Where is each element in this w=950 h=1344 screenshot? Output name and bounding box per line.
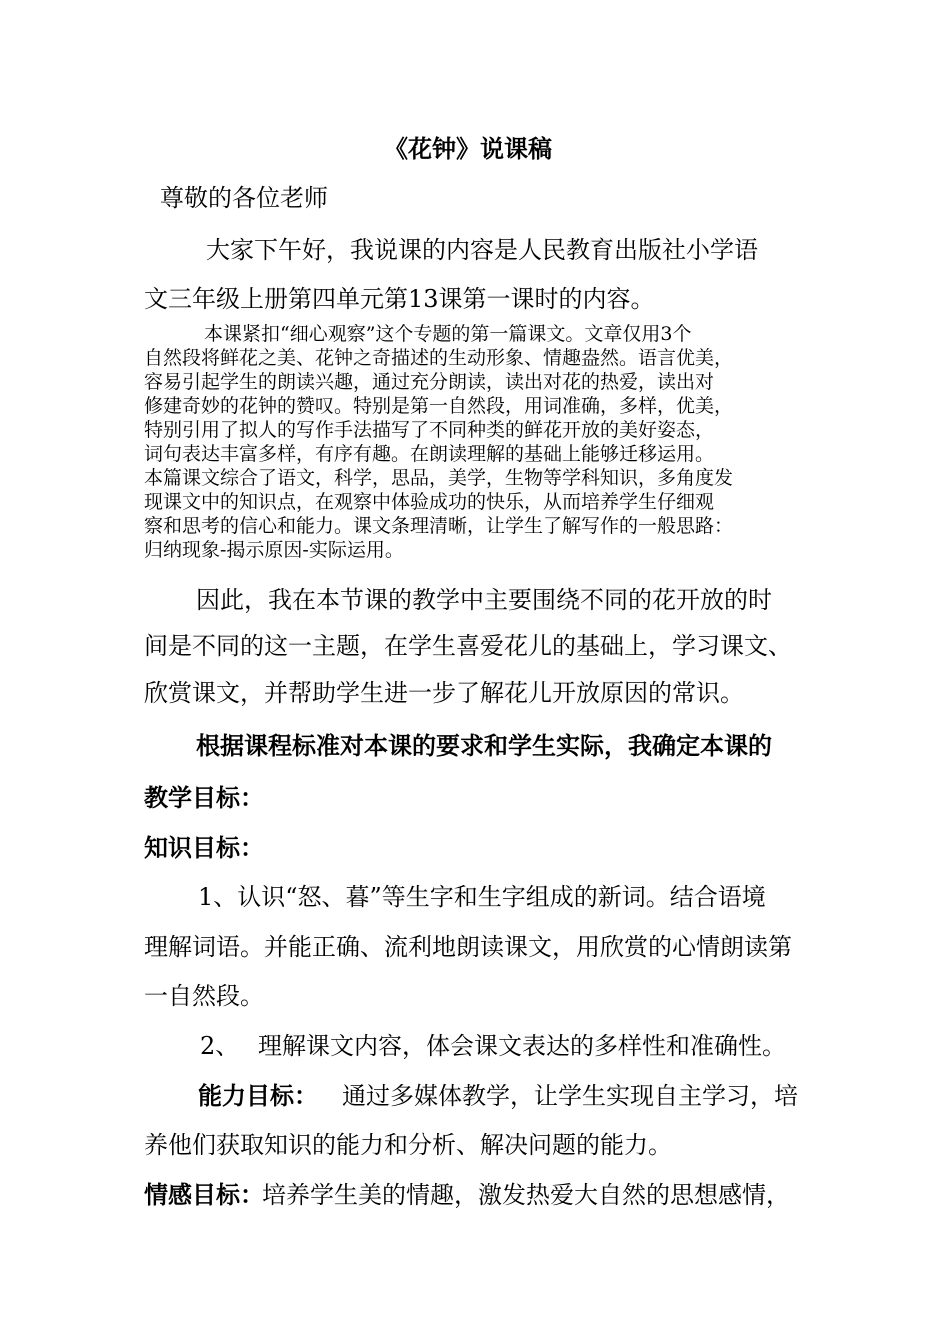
- analysis-line-2: 自然段将鲜花之美、花钟之奇描述的生动形象、情趣盎然。语言优美，: [144, 347, 734, 369]
- analysis-line-9: 察和思考的信心和能力。课文条理清晰，让学生了解写作的一般思路：: [144, 515, 734, 537]
- analysis-line-3: 容易引起学生的朗读兴趣，通过充分朗读，读出对花的热爱，读出对: [144, 371, 715, 393]
- knowledge-item1-line-1: 1、认识“怒、暮”等生字和生字组成的新词。结合语境: [198, 883, 766, 911]
- page-title: 《花钟》说课稿: [384, 134, 552, 163]
- therefore-line-3: 欣赏课文，并帮助学生进一步了解花儿开放原因的常识。: [144, 679, 744, 707]
- knowledge-item1-line-2: 理解词语。并能正确、流利地朗读课文，用欣赏的心情朗读第: [144, 933, 792, 961]
- objectives-intro-line-1: 根据课程标准对本课的要求和学生实际，我确定本课的: [196, 731, 772, 760]
- ability-line-1: 通过多媒体教学，让学生实现自主学习，培: [342, 1082, 798, 1110]
- greeting: 尊敬的各位老师: [160, 184, 328, 212]
- knowledge-item2-text: 理解课文内容，体会课文表达的多样性和准确性。: [258, 1032, 786, 1060]
- ability-heading: 能力目标：: [198, 1081, 318, 1110]
- emotion-text: 培养学生美的情趣，激发热爱大自然的思想感情，: [262, 1181, 790, 1209]
- analysis-line-1: 本课紧扣“细心观察”这个专题的第一篇课文。文章仅用3个: [204, 323, 692, 345]
- analysis-line-10: 归纳现象-揭示原因-实际运用。: [144, 539, 404, 561]
- analysis-line-8: 现课文中的知识点，在观察中体验成功的快乐，从而培养学生仔细观: [144, 491, 715, 513]
- analysis-line-6: 词句表达丰富多样，有序有趣。在朗读理解的基础上能够迁移运用。: [144, 443, 715, 465]
- intro-line-1: 大家下午好，我说课的内容是人民教育出版社小学语: [206, 236, 758, 264]
- intro-line-2: 文三年级上册第四单元第13课第一课时的内容。: [144, 285, 655, 313]
- therefore-line-1: 因此，我在本节课的教学中主要围绕不同的花开放的时: [196, 586, 772, 614]
- analysis-line-4: 修建奇妙的花钟的赞叹。特别是第一自然段，用词准确，多样，优美，: [144, 395, 734, 417]
- objectives-intro-line-2: 教学目标：: [144, 783, 264, 812]
- ability-line-2: 养他们获取知识的能力和分析、解决问题的能力。: [144, 1131, 672, 1159]
- analysis-line-7: 本篇课文综合了语文，科学，思品，美学，生物等学科知识，多角度发: [144, 467, 734, 489]
- knowledge-item1-line-3: 一自然段。: [144, 982, 264, 1010]
- knowledge-heading: 知识目标：: [144, 833, 264, 862]
- therefore-line-2: 间是不同的这一主题，在学生喜爱花儿的基础上，学习课文、: [144, 632, 792, 660]
- knowledge-item2-number: 2、: [200, 1032, 240, 1060]
- analysis-line-5: 特别引用了拟人的写作手法描写了不同种类的鲜花开放的美好姿态，: [144, 419, 715, 441]
- emotion-heading: 情感目标：: [144, 1180, 264, 1209]
